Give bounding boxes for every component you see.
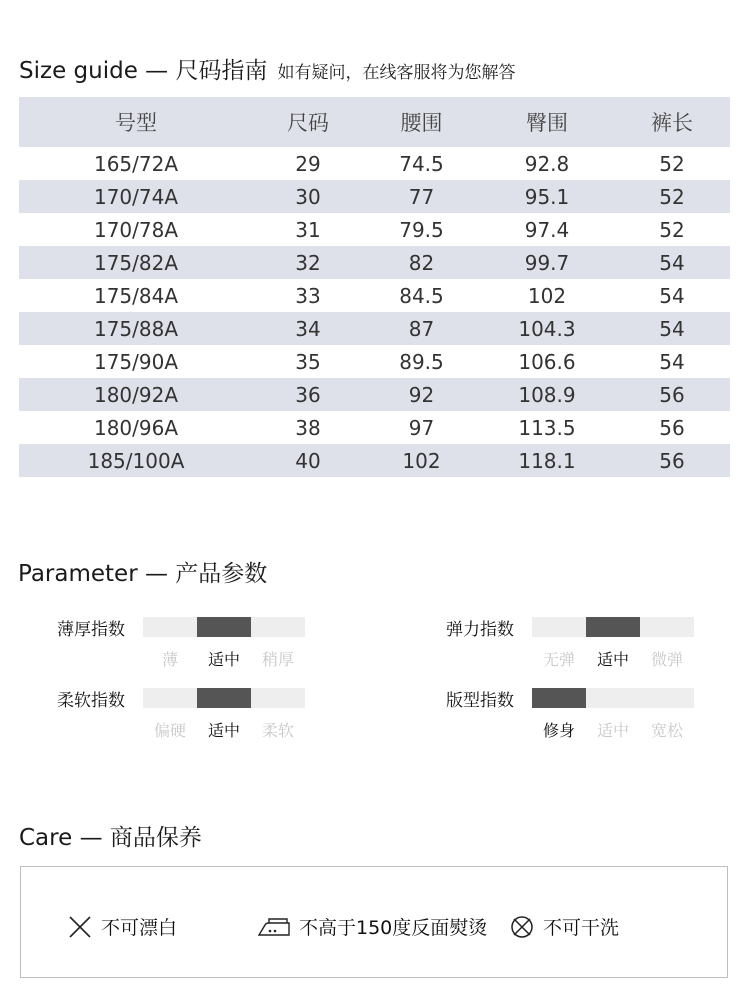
param-option: 适中 [207, 650, 240, 669]
cell-waist: 102 [363, 444, 480, 477]
cell-hip: 106.6 [480, 345, 614, 378]
cell-length: 54 [614, 345, 730, 378]
cell-model: 175/90A [19, 345, 253, 378]
size-table [19, 97, 730, 477]
cell-hip: 99.7 [480, 246, 614, 279]
cell-length: 54 [614, 312, 730, 345]
param-label: 薄厚指数 [57, 620, 125, 640]
cell-length: 56 [614, 411, 730, 444]
iron-150-icon [257, 915, 291, 939]
param-option: 微弹 [650, 650, 683, 669]
table-row [19, 378, 730, 411]
parameter-title: Parameter — 产品参数 [18, 561, 268, 587]
param-option: 宽松 [650, 721, 683, 740]
cell-waist: 84.5 [363, 279, 480, 312]
cell-waist: 92 [363, 378, 480, 411]
table-row [19, 279, 730, 312]
cell-hip: 118.1 [480, 444, 614, 477]
param-label: 版型指数 [446, 691, 514, 711]
table-row [19, 213, 730, 246]
table-row [19, 444, 730, 477]
param-option: 适中 [596, 721, 629, 740]
table-row [19, 345, 730, 378]
param-level-fill [532, 688, 586, 708]
size-guide-heading: Size guide — 尺码指南 [19, 58, 268, 84]
param-level-fill [197, 688, 251, 708]
param-label: 弹力指数 [446, 620, 514, 640]
cell-length: 52 [614, 213, 730, 246]
cell-hip: 113.5 [480, 411, 614, 444]
cell-size: 30 [253, 180, 363, 213]
param-option: 薄 [161, 650, 178, 669]
cell-length: 52 [614, 180, 730, 213]
cell-model: 185/100A [19, 444, 253, 477]
cell-length: 56 [614, 444, 730, 477]
param-option: 偏硬 [153, 721, 186, 740]
cell-size: 29 [253, 147, 363, 180]
cell-size: 31 [253, 213, 363, 246]
cell-waist: 79.5 [363, 213, 480, 246]
cell-size: 38 [253, 411, 363, 444]
cell-length: 52 [614, 147, 730, 180]
care-text: 不可干洗 [543, 917, 620, 939]
cell-model: 175/84A [19, 279, 253, 312]
cell-model: 165/72A [19, 147, 253, 180]
care-item-no-bleach [67, 913, 177, 940]
param-level-fill [197, 617, 251, 637]
param-option: 稍厚 [261, 650, 294, 669]
header-size: 尺码 [253, 97, 363, 147]
cell-model: 180/96A [19, 411, 253, 444]
param-option: 适中 [207, 721, 240, 740]
cell-size: 32 [253, 246, 363, 279]
table-row [19, 312, 730, 345]
param-option: 适中 [596, 650, 629, 669]
cell-size: 40 [253, 444, 363, 477]
cell-model: 175/88A [19, 312, 253, 345]
cell-length: 56 [614, 378, 730, 411]
cell-hip: 102 [480, 279, 614, 312]
param-option: 柔软 [261, 721, 294, 740]
param-track [532, 688, 694, 708]
header-hip: 臀围 [480, 97, 614, 147]
param-track [532, 617, 694, 637]
size-guide-note: 如有疑问，在线客服将为您解答 [277, 63, 516, 83]
param-level-fill [586, 617, 640, 637]
cell-size: 34 [253, 312, 363, 345]
care-item-no-dry-clean [509, 913, 619, 940]
no-bleach-icon [67, 914, 93, 940]
header-waist: 腰围 [363, 97, 480, 147]
header-length: 裤长 [614, 97, 730, 147]
cell-model: 175/82A [19, 246, 253, 279]
table-row [19, 180, 730, 213]
cell-waist: 87 [363, 312, 480, 345]
cell-waist: 89.5 [363, 345, 480, 378]
care-box [20, 866, 728, 978]
no-wash-icon [509, 914, 535, 940]
param-label: 柔软指数 [57, 691, 125, 711]
table-row [19, 411, 730, 444]
cell-length: 54 [614, 279, 730, 312]
cell-waist: 97 [363, 411, 480, 444]
param-track [143, 617, 305, 637]
cell-model: 180/92A [19, 378, 253, 411]
cell-size: 35 [253, 345, 363, 378]
cell-hip: 108.9 [480, 378, 614, 411]
header-model: 号型 [19, 97, 253, 147]
param-option: 修身 [542, 721, 575, 740]
cell-waist: 77 [363, 180, 480, 213]
cell-hip: 97.4 [480, 213, 614, 246]
cell-hip: 95.1 [480, 180, 614, 213]
care-text: 不可漂白 [101, 917, 178, 939]
care-item-iron [257, 913, 487, 940]
care-text: 不高于150度反面熨烫 [299, 917, 488, 939]
cell-model: 170/74A [19, 180, 253, 213]
param-track [143, 688, 305, 708]
cell-size: 36 [253, 378, 363, 411]
cell-hip: 92.8 [480, 147, 614, 180]
size-table-header [19, 97, 730, 147]
care-title: Care — 商品保养 [19, 825, 202, 851]
cell-hip: 104.3 [480, 312, 614, 345]
table-row [19, 147, 730, 180]
table-row [19, 246, 730, 279]
size-guide-title [19, 52, 515, 85]
cell-waist: 74.5 [363, 147, 480, 180]
param-option: 无弹 [542, 650, 575, 669]
cell-length: 54 [614, 246, 730, 279]
cell-size: 33 [253, 279, 363, 312]
cell-model: 170/78A [19, 213, 253, 246]
cell-waist: 82 [363, 246, 480, 279]
